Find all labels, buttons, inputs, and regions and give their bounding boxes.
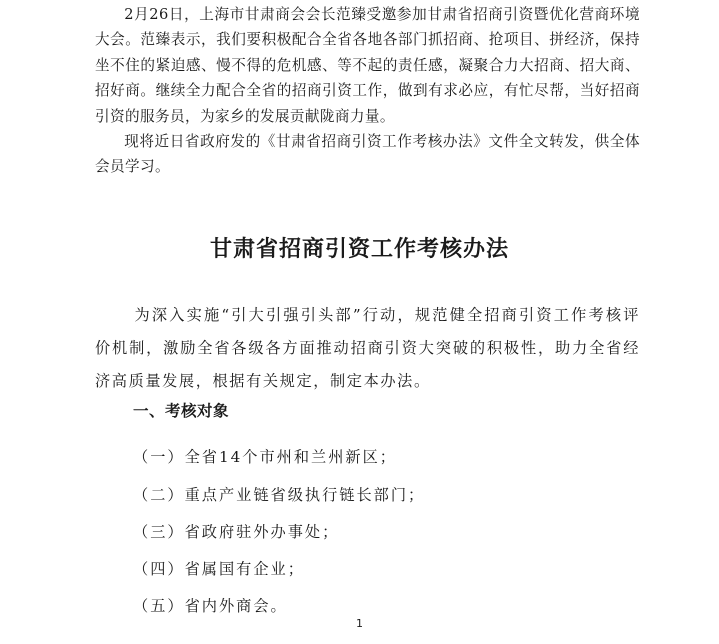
intro-paragraph: 2月26日，上海市甘肃商会会长范臻受邀参加甘肃省招商引资暨优化营商环境大会。范臻表示，我们要积极配合全省各地各部门抓招商、抢项目、拼经济，保持坐不住的紧迫感、慢不得的危机感、等不起的责任感，凝聚合力大招商、招大商、招好商。继续全力配合全省的招商引资工作，做到有求必应，有忙尽帮，当好招商引资的服务员，为家乡的发展贡献陇商力量。: [95, 6, 640, 125]
list-item: （五）省内外商会。: [133, 597, 288, 615]
list-item: （一）全省14个市州和兰州新区；: [133, 448, 397, 466]
intro-text: [95, 2, 640, 180]
list-item: （二）重点产业链省级执行链长部门；: [133, 486, 426, 504]
document-title: 甘肃省招商引资工作考核办法: [209, 237, 509, 262]
section-heading: 一、考核对象: [133, 402, 230, 420]
list-item: （三）省政府驻外办事处；: [133, 523, 340, 541]
intro-paragraph: 现将近日省政府发的《甘肃省招商引资工作考核办法》文件全文转发，供全体会员学习。: [95, 133, 640, 176]
page-number: 1: [356, 617, 363, 630]
list-item: （四）省属国有企业；: [133, 560, 305, 578]
preamble-paragraph: 为深入实施“引大引强引头部”行动，规范健全招商引资工作考核评价机制，激励全省各级各方面推动招商引资大突破的积极性，助力全省经济高质量发展，根据有关规定，制定本办法。: [95, 306, 640, 390]
